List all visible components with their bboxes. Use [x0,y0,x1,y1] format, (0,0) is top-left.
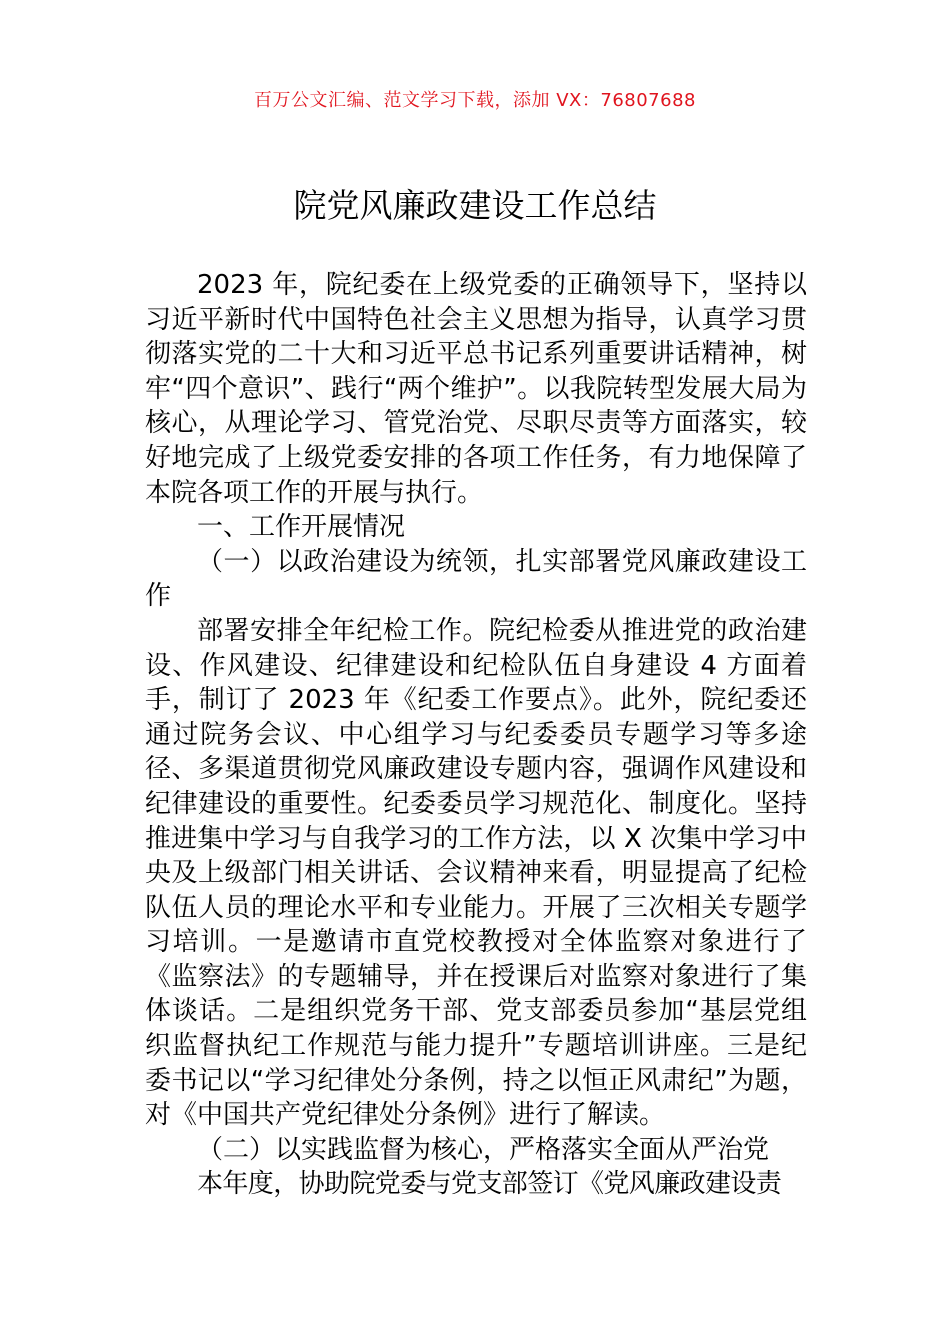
paragraph-intro: 2023 年，院纪委在上级党委的正确领导下，坚持以习近平新时代中国特色社会主义思想为指导，认真学习贯彻落实党的二十大和习近平总书记系列重要讲话精神，树牢“四个意识”、践行“两个维护”。以我院转型发展大局为核心，从理论学习、管党治党、尽职尽责等方面落实，较好地完成了上级党委安排的各项工作任务，有力地保障了本院各项工作的开展与执行。 [145,270,807,508]
document-title: 院党风廉政建设工作总结 [293,186,657,225]
document-body [145,268,807,1202]
paragraph-deployment: 部署安排全年纪检工作。院纪检委从推进党的政治建设、作风建设、纪律建设和纪检队伍自身建设 4 方面着手，制订了 2023 年《纪委工作要点》。此外，院纪委还通过院务会议、中心组学习与纪委委员专题学习等多途径、多渠道贯彻党风廉政建设专题内容，强调作风建设和纪律建设的重要性。纪委委员学习规范化、制度化。坚持推进集中学习与自我学习的工作方法，以 X 次集中学习中央及上级部门相关讲话、会议精神来看，明显提高了纪检队伍人员的理论水平和专业能力。开展了三次相关专题学习培训。一是邀请市直党校教授对全体监察对象进行了《监察法》的专题辅导，并在授课后对监察对象进行了集体谈话。二是组织党务干部、党支部委员参加“基层党组织监督执纪工作规范与能力提升”专题培训讲座。三是纪委书记以“学习纪律处分条例，持之以恒正风肃纪”为题，对《中国共产党纪律处分条例》进行了解读。 [145,615,807,1131]
paragraph-supervision: 本年度，协助院党委与党支部签订《党风廉政建设责 [197,1169,782,1200]
subsection-heading-2: （二）以实践监督为核心，严格落实全面从严治党 [197,1134,770,1165]
subsection-heading-1: （一）以政治建设为统领，扎实部署党风廉政建设工作 [145,546,807,612]
section-heading-1: 一、工作开展情况 [197,512,406,543]
header-note: 百万公文汇编、范文学习下载，添加 VX：76807688 [254,90,696,111]
